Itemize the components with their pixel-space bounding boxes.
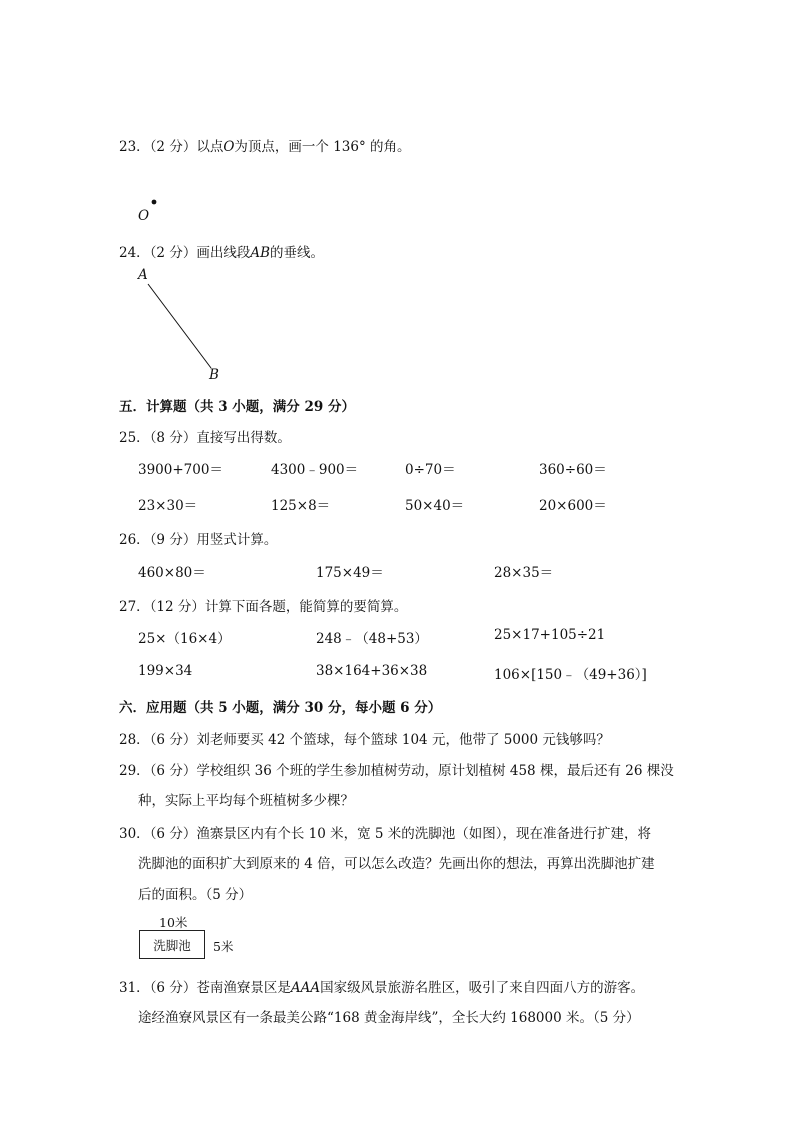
calc-item: 106×[150﹣（49+36）] — [494, 667, 647, 683]
question-score: （6 分） — [149, 980, 197, 996]
scenic-grade: AAA — [290, 980, 321, 996]
point-o-label: O — [138, 208, 150, 224]
question-text: 用竖式计算。 — [196, 532, 278, 548]
question-score: （6 分） — [149, 826, 197, 842]
question-text-continued: 后的面积。（5 分） — [138, 887, 253, 903]
question-30 — [119, 822, 651, 842]
pool-name: 洗脚池 — [153, 937, 191, 953]
calc-item: 28×35＝ — [494, 565, 554, 581]
question-number: 28． — [119, 732, 150, 748]
question-text: 以点 — [196, 139, 224, 155]
question-number: 30． — [119, 826, 150, 842]
pool-width-label: 5米 — [213, 939, 234, 954]
question-number: 25． — [119, 430, 150, 446]
question-score: （12 分） — [149, 599, 205, 615]
question-number: 23． — [119, 139, 150, 155]
question-text-continued: 途经渔寮风景区有一条最美公路“168 黄金海岸线”，全长大约 168000 米。（5 分） — [138, 1010, 640, 1026]
calc-item: 50×40＝ — [405, 498, 465, 514]
calc-item: 248﹣（48+53） — [316, 631, 428, 647]
question-23 — [119, 135, 411, 155]
question-25 — [119, 426, 291, 446]
pool-rectangle — [139, 930, 205, 959]
question-text: 渔寨景区内有个长 10 米，宽 5 米的洗脚池（如图），现在准备进行扩建，将 — [196, 826, 652, 842]
section-5-title: 五．计算题（共 3 小题，满分 29 分） — [119, 399, 355, 415]
pool-length-label: 10米 — [159, 915, 188, 930]
calc-item: 175×49＝ — [316, 565, 384, 581]
calc-item: 460×80＝ — [138, 565, 206, 581]
calc-item: 199×34 — [138, 663, 193, 679]
point-label: O — [223, 139, 235, 155]
question-score: （8 分） — [149, 430, 197, 446]
calc-item: 125×8＝ — [271, 498, 331, 514]
point-a-label: A — [138, 267, 148, 283]
point-o-dot — [152, 200, 157, 205]
question-text: 苍南渔寮景区是 — [196, 980, 291, 996]
question-text: 画出线段 — [196, 245, 251, 261]
calc-item: 360÷60＝ — [539, 462, 607, 478]
question-text-continued: 种，实际上平均每个班植树多少棵？ — [138, 793, 354, 809]
calc-item: 25×（16×4） — [138, 631, 231, 647]
calc-item: 20×600＝ — [539, 498, 607, 514]
point-b-label: B — [209, 367, 219, 383]
question-number: 26． — [119, 532, 150, 548]
question-number: 31． — [119, 980, 150, 996]
question-score: （2 分） — [149, 245, 197, 261]
calc-item: 4300﹣900＝ — [271, 462, 359, 478]
question-26 — [119, 528, 277, 548]
question-text: 刘老师要买 42 个篮球，每个篮球 104 元，他带了 5000 元钱够吗？ — [196, 732, 610, 748]
question-score: （9 分） — [149, 532, 197, 548]
question-24 — [119, 241, 324, 261]
question-text: 的垂线。 — [270, 245, 324, 261]
question-number: 27． — [119, 599, 150, 615]
segment-ab — [148, 284, 211, 368]
question-text: 国家级风景旅游名胜区，吸引了来自四面八方的游客。 — [320, 980, 645, 996]
question-27 — [119, 595, 407, 615]
calc-item: 23×30＝ — [138, 498, 198, 514]
question-text: 计算下面各题，能简算的要简算。 — [204, 599, 408, 615]
question-text: 学校组织 36 个班的学生参加植树劳动，原计划植树 458 棵，最后还有 26 棵没 — [196, 763, 674, 779]
calc-item: 3900+700＝ — [138, 462, 223, 478]
question-31 — [119, 976, 644, 996]
question-number: 29． — [119, 763, 150, 779]
question-text: 直接写出得数。 — [196, 430, 291, 446]
segment-ab-diagram — [0, 0, 1, 1]
question-score: （2 分） — [149, 139, 197, 155]
question-score: （6 分） — [149, 732, 197, 748]
question-text: 为顶点，画一个 136° 的角。 — [234, 139, 411, 155]
calc-item: 38×164+36×38 — [316, 663, 428, 679]
segment-label: AB — [250, 245, 270, 261]
calc-item: 0÷70＝ — [405, 462, 456, 478]
question-score: （6 分） — [149, 763, 197, 779]
question-text-continued: 洗脚池的面积扩大到原来的 4 倍，可以怎么改造？先画出你的想法，再算出洗脚池扩建 — [138, 856, 655, 872]
question-28 — [119, 728, 610, 748]
question-29 — [119, 759, 674, 779]
calc-item: 25×17+105÷21 — [494, 627, 606, 643]
question-number: 24． — [119, 245, 150, 261]
section-6-title: 六．应用题（共 5 小题，满分 30 分，每小题 6 分） — [119, 700, 442, 716]
